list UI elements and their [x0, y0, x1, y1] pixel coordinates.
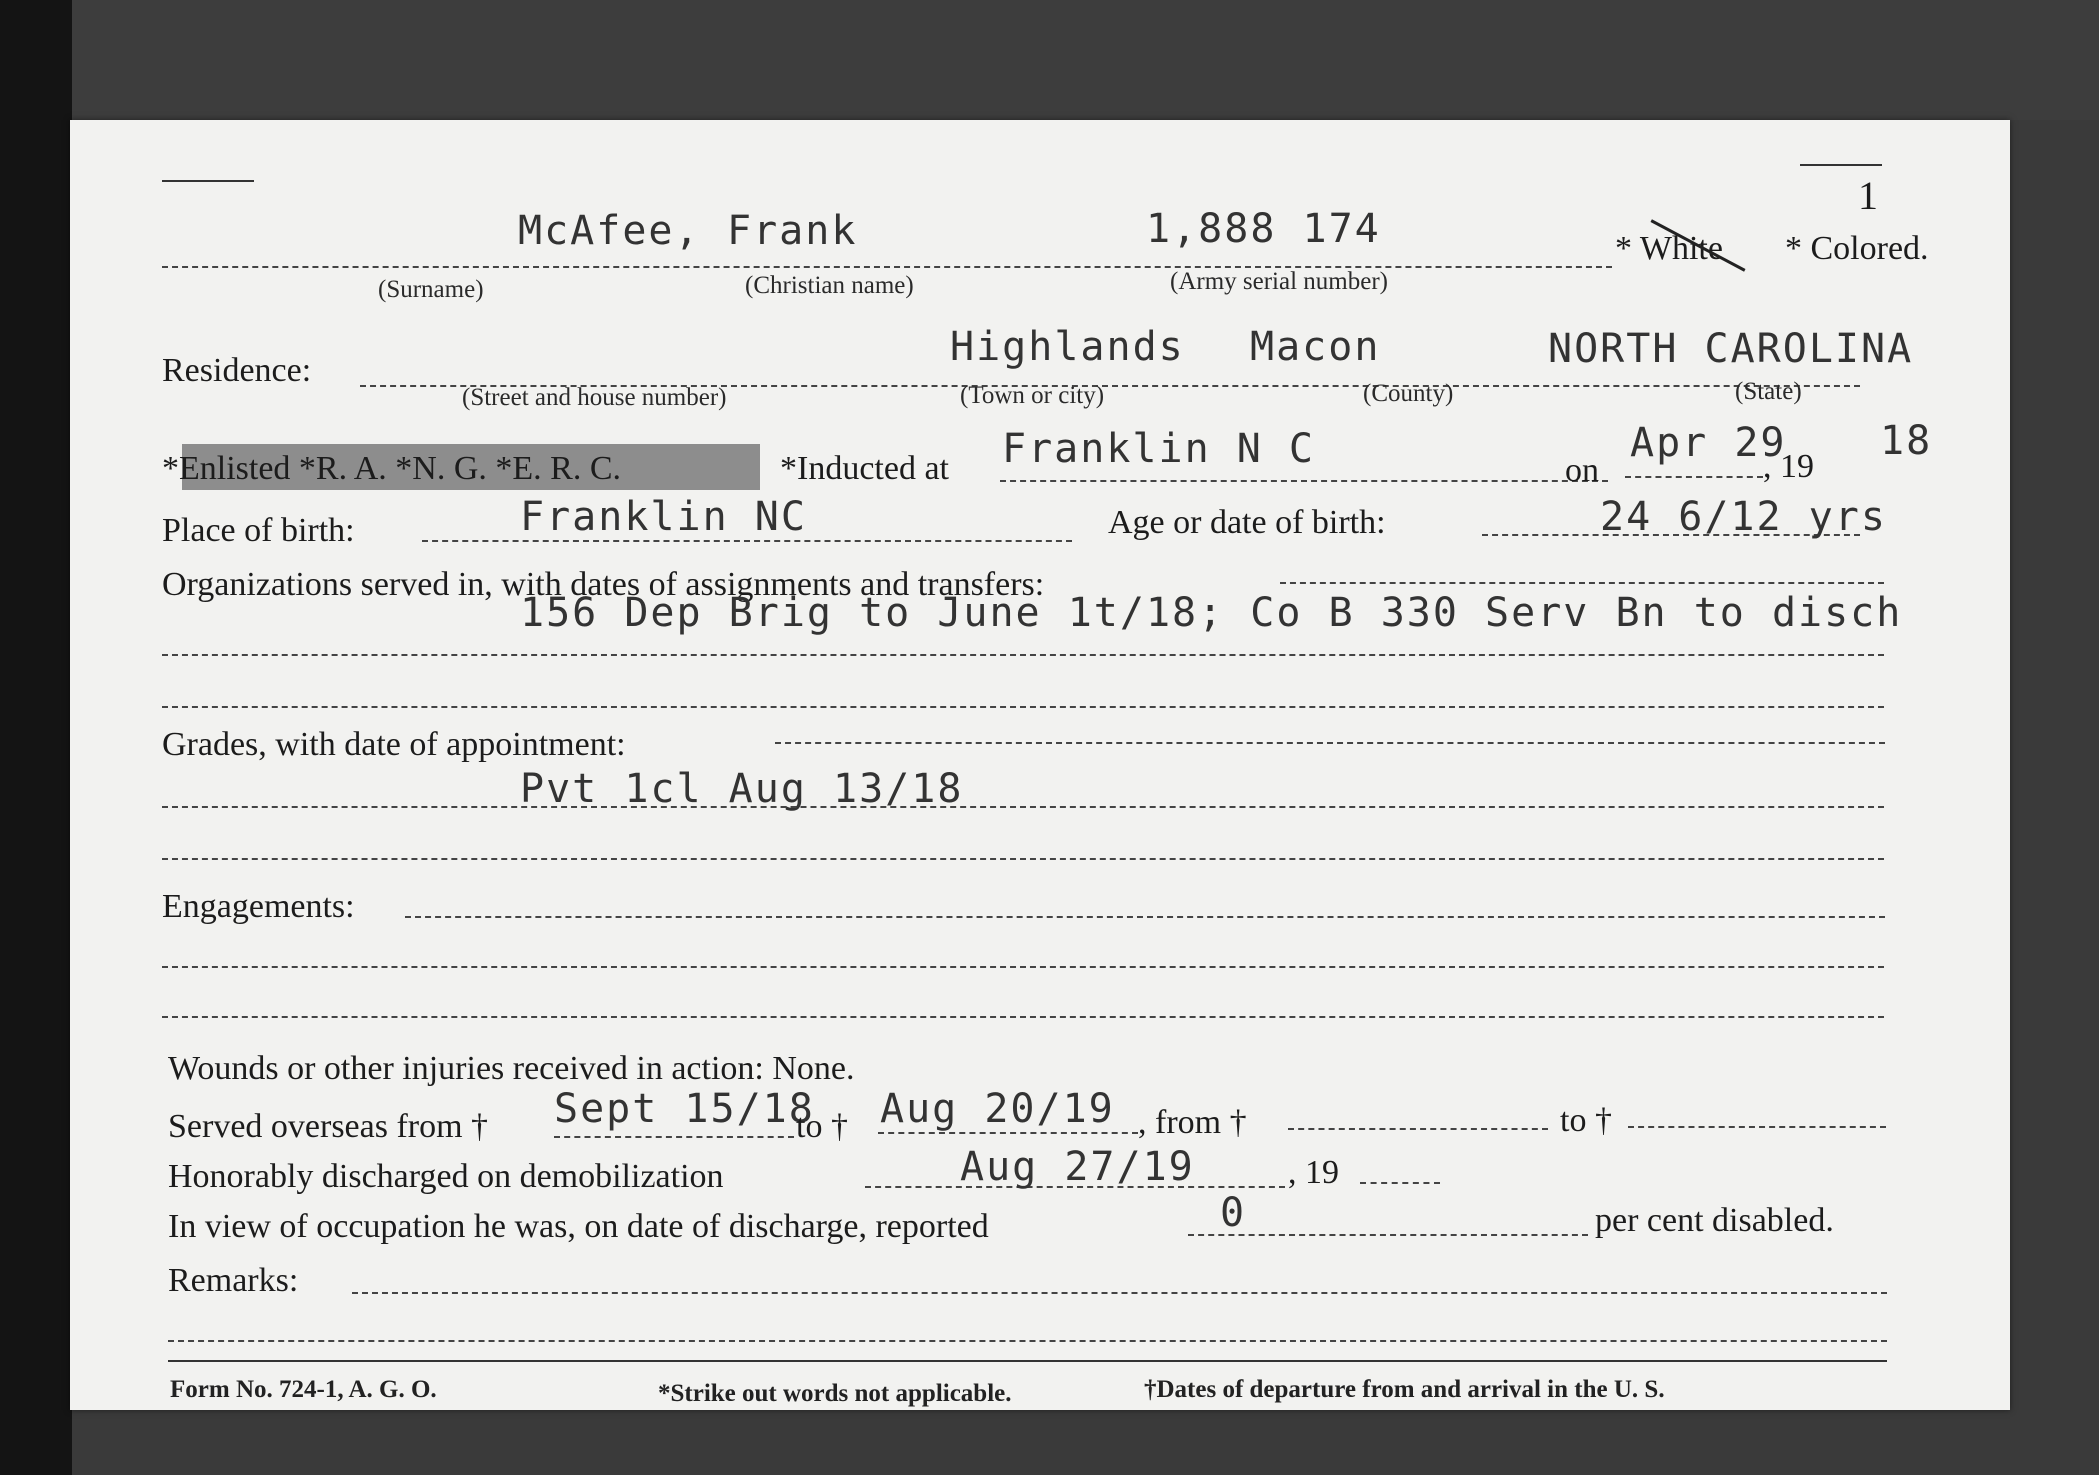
town-caption: (Town or city) — [960, 382, 1105, 409]
card-number: 1 — [1858, 173, 1878, 218]
overseas-from2-label: , from † — [1138, 1104, 1247, 1141]
inducted-at-label: *Inducted at — [780, 450, 949, 487]
residence-label: Residence: — [162, 352, 312, 389]
overseas-to-label: to † — [796, 1108, 848, 1145]
grades-line-2 — [162, 806, 1884, 808]
place-of-birth-line — [422, 540, 1072, 542]
age-value: 24 6/12 yrs — [1600, 494, 1887, 540]
top-left-rule — [162, 180, 254, 182]
service-record-card — [70, 120, 2010, 1410]
serial-number-value: 1,888 174 — [1146, 206, 1381, 252]
grades-label: Grades, with date of appointment: — [162, 726, 626, 763]
overseas-to-line — [878, 1132, 1138, 1134]
on-label: on — [1565, 452, 1599, 489]
wounds-label: Wounds or other injuries received in action: None. — [168, 1050, 855, 1087]
grades-line-1 — [775, 742, 1885, 744]
county-caption: (County) — [1363, 380, 1454, 407]
grades-line-3 — [162, 858, 1884, 860]
race-white-label: * White — [1615, 230, 1723, 267]
induction-date-line — [1625, 476, 1763, 478]
organizations-label: Organizations served in, with dates of assignments and transfers: — [162, 566, 1045, 603]
remarks-line-1 — [352, 1292, 1887, 1294]
remarks-label: Remarks: — [168, 1262, 299, 1299]
discharge-label: Honorably discharged on demobilization — [168, 1158, 724, 1195]
serial-caption: (Army serial number) — [1170, 268, 1388, 295]
overseas-label: Served overseas from † — [168, 1108, 489, 1145]
discharge-date-value: Aug 27/19 — [960, 1144, 1195, 1190]
organizations-line-2 — [162, 654, 1884, 656]
induction-year-value: 18 — [1880, 418, 1933, 464]
place-of-birth-value: Franklin NC — [520, 494, 807, 540]
background-left — [0, 0, 72, 1475]
form-number: Form No. 724-1, A. G. O. — [170, 1376, 437, 1403]
surname-caption: (Surname) — [378, 276, 484, 303]
state-caption: (State) — [1735, 378, 1802, 405]
disability-suffix: per cent disabled. — [1595, 1202, 1834, 1239]
race-colored-label: * Colored. — [1785, 230, 1929, 267]
disability-line — [1188, 1234, 1588, 1236]
top-right-rule — [1800, 164, 1882, 166]
engagements-line-2 — [162, 966, 1884, 968]
footer-rule — [168, 1360, 1887, 1362]
overseas-to-value: Aug 20/19 — [880, 1086, 1115, 1132]
engagements-line-1 — [405, 916, 1885, 918]
dates-note: †Dates of departure from and arrival in the U. S. — [1144, 1376, 1665, 1403]
name-line — [162, 266, 1612, 268]
inducted-at-value: Franklin N C — [1002, 426, 1315, 472]
discharge-year-label: , 19 — [1288, 1154, 1339, 1191]
town-value: Highlands — [950, 324, 1185, 370]
engagements-line-3 — [162, 1016, 1884, 1018]
organizations-line-1 — [1280, 582, 1884, 584]
overseas-from2-line — [1288, 1128, 1548, 1130]
discharge-year-line — [1360, 1182, 1440, 1184]
street-caption: (Street and house number) — [462, 384, 727, 411]
induction-date-value: Apr 29 — [1630, 420, 1787, 466]
engagements-label: Engagements: — [162, 888, 355, 925]
christian-name-value: Frank — [727, 208, 858, 254]
inducted-at-line — [1000, 480, 1608, 482]
overseas-from-value: Sept 15/18 — [554, 1086, 815, 1132]
remarks-line-2 — [168, 1340, 1887, 1342]
place-of-birth-label: Place of birth: — [162, 512, 355, 549]
christian-name-caption: (Christian name) — [745, 272, 914, 299]
overseas-from-line — [554, 1136, 794, 1138]
overseas-to2-label: to † — [1560, 1102, 1612, 1139]
state-value: NORTH CAROLINA — [1548, 326, 1914, 372]
surname-value: McAfee, — [518, 208, 701, 254]
overseas-to2-line — [1628, 1126, 1886, 1128]
age-label: Age or date of birth: — [1108, 504, 1386, 541]
enlistment-options: *Enlisted *R. A. *N. G. *E. R. C. — [162, 450, 622, 487]
strike-note: *Strike out words not applicable. — [658, 1380, 1012, 1407]
disability-value: 0 — [1220, 1190, 1247, 1236]
organizations-line-3 — [162, 706, 1884, 708]
county-value: Macon — [1250, 324, 1381, 370]
year-prefix: , 19 — [1763, 448, 1814, 485]
organizations-value: 156 Dep Brig to June 1t/18; Co B 330 Serv Bn to disch — [520, 590, 1903, 636]
disability-label: In view of occupation he was, on date of discharge, reported — [168, 1208, 989, 1245]
background-top — [72, 0, 2099, 120]
grades-value: Pvt 1cl Aug 13/18 — [520, 766, 964, 812]
